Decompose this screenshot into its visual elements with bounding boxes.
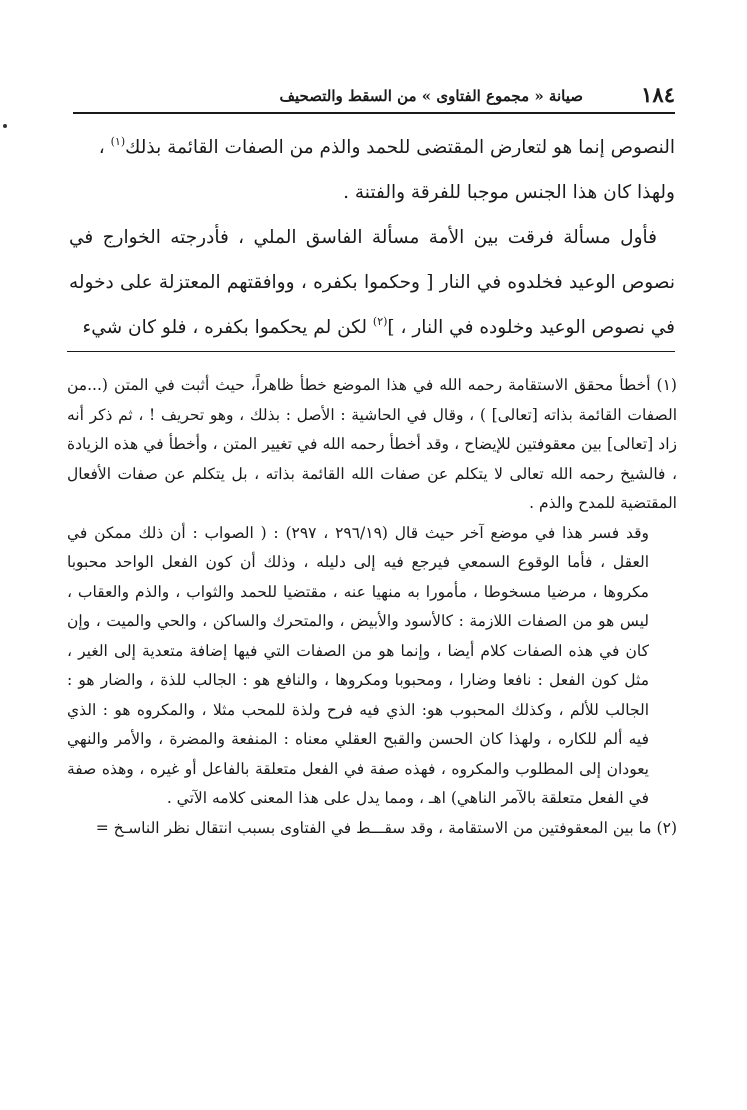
footnote-ref-1: (١) xyxy=(110,135,126,148)
footnote-2-text: ما بين المعقوفتين من الاستقامة ، وقد سقـــط في الفتاوى بسبب انتقال نظر الناسـخ = xyxy=(95,818,652,837)
page-number: ١٨٤ xyxy=(641,82,675,107)
main-paragraph-2 xyxy=(69,215,675,350)
footnote-ref-2: (٢) xyxy=(372,315,388,328)
main-text xyxy=(69,125,675,350)
footnote-2 xyxy=(67,814,677,844)
main-paragraph-2-text: فأول مسألة فرقت بين الأمة مسألة الفاسق الملي ، فأدرجته الخوارج في نصوص الوعيد فخلدوه في النار [ وحكموا بكفره ، ووافقتهم المعتزلة على دخوله في نصوص الوعيد وخلوده في النار ، ] xyxy=(69,227,675,338)
main-paragraph-1-line2: ولهذا كان هذا الجنس موجبا للفرقة والفتنة . xyxy=(343,182,675,203)
footnote-2-number: (٢) xyxy=(656,818,677,837)
margin-mark xyxy=(3,124,7,128)
footnote-1-continuation: وقد فسر هذا في موضع آخر حيث قال (٢٩٦/١٩ ، ٢٩٧) : ( الصواب : أن ذلك ممكن في العقل ، فأما الوقوع السمعي فيرجع فيه إلى دليله ، وذلك أن كون الفعل الواحد محبوبا مكروها ، مرضيا مسخوطا ، مأمورا به منهيا عنه ، مقتضيا للحمد والثواب ، والذم والعقاب ، ليس هو من الصفات اللازمة : كالأسود والأبيض ، والمتحرك والساكن ، والحي والميت ، وإن كان في هذه الصفات كلام أيضا ، وإنما هو من الصفات التي فيها إضافة متعدية إلى الغير ، مثل كون الفعل : نافعا وضارا ، ومحبوبا ومكروها ، والنافع هو : الجالب للذة ، والضار هو : الجالب للألم ، وكذلك المحبوب هو: الذي فيه فرح ولذة للمحب مثلا ، والمكروه هو : الذي فيه ألم للكاره ، ولهذا كان الحسن والقبح العقلي معناه : المنفعة والمضرة ، والأمر والنهي يعودان إلى المطلوب والمكروه ، فهذه صفة في الفعل متعلقة بالفاعل أو غيره ، وهذه صفة في الفعل متعلقة بالآمر الناهي) اهـ ، ومما يدل على هذا المعنى كلامه الآتي . xyxy=(67,523,650,807)
footnote-1-number: (١) xyxy=(656,376,677,394)
footnote-1-text: أخطأ محقق الاستقامة رحمه الله في هذا الموضع خطأ ظاهراً، حيث أثبت في المتن (...من الصفات القائمة بذاته [تعالى] ) ، وقال في الحاشية : الأصل : بذلك ، وهو تحريف ! ، ثم ذكر أنه زاد [تعالى] بين معقوفتين للإيضاح ، وقد أخطأ رحمه الله في تغيير المتن ، وأخطأ في هذه الزيادة ، فالشيخ رحمه الله تعالى لا يتكلم عن صفات الله القائمة بذاته ، بل يتكلم عن صفات الأفعال المقتضية للمدح والذم . xyxy=(67,376,677,512)
main-paragraph-1 xyxy=(69,125,675,170)
main-paragraph-2-tail: لكن لم يحكموا بكفره ، فلو كان شيء xyxy=(82,317,373,338)
footnote-divider xyxy=(67,351,675,352)
footnote-1 xyxy=(67,371,677,519)
main-paragraph-1-text: النصوص إنما هو لتعارض المقتضى للحمد والذم من الصفات القائمة بذلك xyxy=(125,137,675,158)
footnotes xyxy=(67,371,677,843)
running-title: صيانة « مجموع الفتاوى » من السقط والتصحيف xyxy=(279,87,583,105)
page-header xyxy=(73,82,675,114)
main-paragraph-1-tail: ، xyxy=(98,137,111,158)
